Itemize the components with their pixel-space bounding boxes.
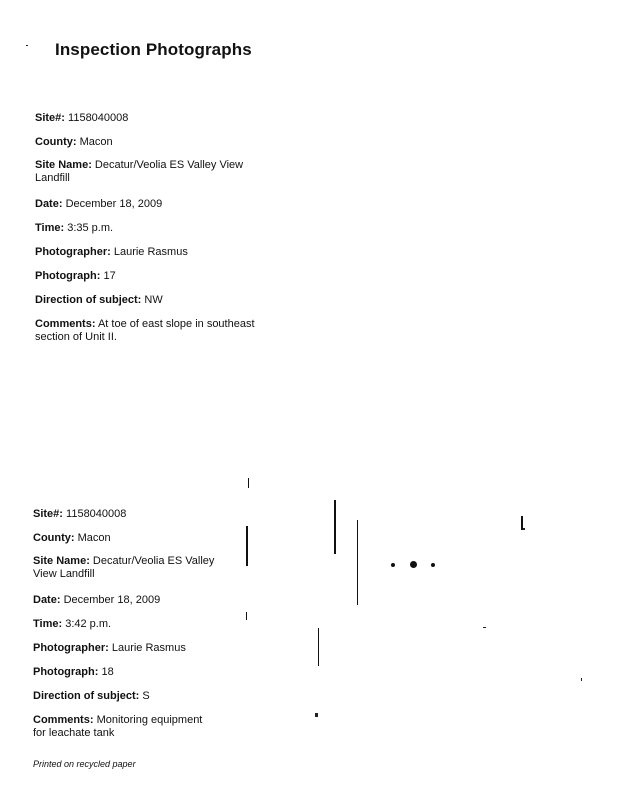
photograph-number-field: [35, 270, 116, 283]
time-field: [33, 618, 111, 631]
photographer-field: [35, 246, 188, 259]
date-value: December 18, 2009: [63, 594, 161, 606]
date-value: December 18, 2009: [65, 198, 163, 210]
county-field: [33, 532, 111, 545]
scan-streak: [334, 500, 336, 554]
scan-streak: [246, 612, 247, 620]
date-field: [33, 594, 160, 607]
scan-speck: [523, 528, 525, 530]
photograph-number-label: Photograph:: [35, 270, 101, 282]
site-name-value-line1: Decatur/Veolia ES Valley: [92, 555, 215, 567]
site-name-label: Site Name:: [35, 159, 92, 171]
direction-label: Direction of subject:: [33, 690, 140, 702]
direction-value: S: [142, 690, 150, 702]
direction-field: [33, 690, 150, 703]
site-name-label: Site Name:: [33, 555, 90, 567]
county-field: [35, 136, 113, 149]
photo-17-info: [35, 112, 295, 352]
time-label: Time:: [33, 618, 63, 630]
site-name-field: [33, 555, 214, 581]
photograph-number-field: [33, 666, 114, 679]
date-field: [35, 198, 162, 211]
photographer-label: Photographer:: [35, 246, 111, 258]
direction-field: [35, 294, 163, 307]
site-number-field: [33, 508, 126, 521]
comments-field: [33, 714, 202, 740]
photo-18-image-area: [240, 470, 610, 750]
site-name-field: [35, 159, 243, 185]
photo-18-info: [33, 508, 248, 748]
comments-label: Comments:: [33, 714, 94, 726]
county-value: Macon: [79, 136, 113, 148]
site-name-value-line2: Landfill: [35, 172, 70, 184]
page-title: Inspection Photographs: [55, 40, 252, 59]
scan-streak: [357, 520, 358, 605]
county-label: County:: [33, 532, 75, 544]
scan-speck: [26, 45, 28, 46]
county-value: Macon: [77, 532, 111, 544]
comments-value-line2: for leachate tank: [33, 727, 115, 739]
time-value: 3:42 p.m.: [65, 618, 112, 630]
date-label: Date:: [35, 198, 63, 210]
comments-value-line1: Monitoring equipment: [96, 714, 203, 726]
photographer-field: [33, 642, 186, 655]
site-name-value-line1: Decatur/Veolia ES Valley View: [94, 159, 244, 171]
scan-dot: [431, 563, 435, 567]
site-number-value: 1158040008: [68, 112, 129, 124]
photographer-value: Laurie Rasmus: [113, 246, 188, 258]
date-label: Date:: [33, 594, 61, 606]
photograph-number-label: Photograph:: [33, 666, 99, 678]
time-label: Time:: [35, 222, 65, 234]
recycled-paper-note: Printed on recycled paper: [33, 759, 136, 769]
site-number-label: Site#:: [33, 508, 63, 520]
site-number-label: Site#:: [35, 112, 65, 124]
scan-speck: [315, 713, 318, 717]
photographer-value: Laurie Rasmus: [111, 642, 186, 654]
photographer-label: Photographer:: [33, 642, 109, 654]
comments-field: [35, 318, 255, 344]
site-number-value: 1158040008: [66, 508, 127, 520]
scan-dot: [391, 563, 395, 567]
time-field: [35, 222, 113, 235]
scan-streak: [318, 628, 319, 666]
photograph-number-value: 17: [103, 270, 116, 282]
comments-label: Comments:: [35, 318, 96, 330]
photograph-number-value: 18: [101, 666, 114, 678]
scan-streak: [248, 478, 249, 488]
time-value: 3:35 p.m.: [67, 222, 114, 234]
county-label: County:: [35, 136, 77, 148]
comments-value-line1: At toe of east slope in southeast: [97, 318, 255, 330]
site-number-field: [35, 112, 128, 125]
comments-value-line2: section of Unit II.: [35, 331, 117, 343]
direction-value: NW: [144, 294, 163, 306]
scan-speck: [581, 678, 582, 681]
direction-label: Direction of subject:: [35, 294, 142, 306]
site-name-value-line2: View Landfill: [33, 568, 95, 580]
scan-streak: [246, 526, 248, 566]
scan-dot: [410, 561, 417, 568]
scan-speck: [483, 627, 486, 628]
